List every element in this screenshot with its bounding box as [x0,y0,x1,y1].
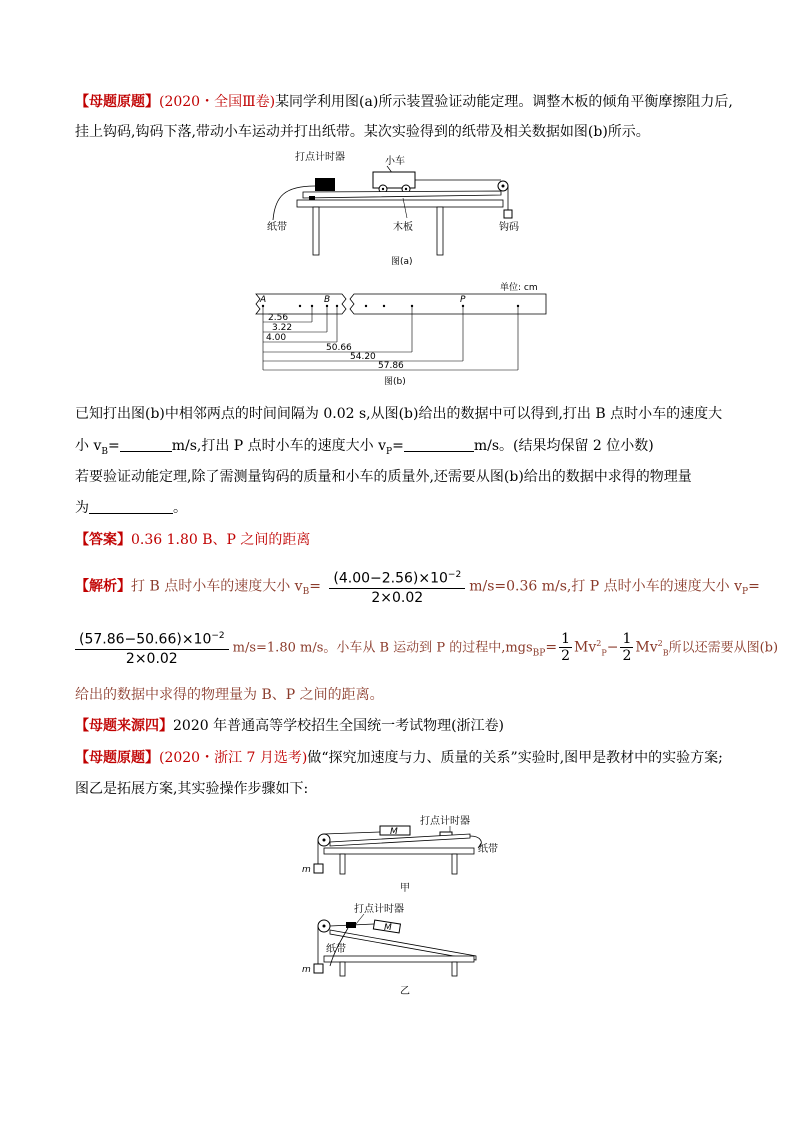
fig-b-unit: 单位: cm [500,283,538,293]
q-text-g: 。 [173,500,187,516]
question-line3: 若要验证动能定理,除了需测量钩码的质量和小车的质量外,还需要从图(b)给出的数据中求得的物理量 [75,469,692,485]
q2-line2: 图乙是拓展方案,其实验操作步骤如下: [75,781,309,797]
analysis-mv2: Mv [635,639,658,656]
fig-a-timer [315,178,335,191]
answer-text: 0.36 1.80 B、P 之间的距离 [131,532,311,548]
q-sub-p: P [386,446,393,457]
fig-b-d4: 50.66 [326,343,352,353]
analysis-t2: m/s=0.36 m/s,打 P 点时小车的速度大小 v [469,578,743,595]
fig-a-tape-label: 纸带 [267,222,287,233]
analysis-line2 [75,626,779,671]
q-sub-b: B [101,446,108,457]
fig-jia-timer-label: 打点计时器 [420,816,470,827]
q1-tag: 【母题原题】 [75,94,159,110]
analysis-t4: m/s=1.80 m/s。小车从 B 运动到 P 的过程中,mgs [232,640,533,656]
frac1-exp: −2 [447,570,462,580]
fig-a-cart-label: 小车 [385,156,405,167]
fig-yi-mass-small: m [302,965,311,975]
velocity-b-fraction [329,566,465,607]
half1-den: 2 [561,648,570,665]
figure-yi [300,902,510,998]
fig-b-d5: 54.20 [350,352,376,362]
q2-source: (2020・浙江 7 月选考) [159,750,308,766]
analysis-mv1: Mv [573,639,597,656]
half2-den: 2 [622,648,632,665]
q1-line1-text: 某同学利用图(a)所示装置验证动能定理。调整木板的倾角平衡摩擦阻力后, [275,94,733,110]
fig-b-d3: 4.00 [266,333,287,343]
fig-b-d2: 3.22 [272,323,293,333]
answer-line [75,530,725,550]
fig-yi-mass-big: M [384,923,392,933]
q2-source-text: 2020 年普通高等学校招生全国统一考试物理(浙江卷) [173,718,505,734]
figure-a [265,148,535,270]
fig-a-weight [504,210,512,218]
velocity-p-fraction [75,627,229,668]
fig-b-point-p: P [460,295,466,305]
half-fraction-1 [559,631,572,664]
q-text-d: = [392,438,404,454]
fig-yi-weight [314,964,323,973]
analysis-sub-b: B [302,587,310,598]
analysis-sub-b2: B [662,648,669,658]
q1-source: (2020・全国Ⅲ卷) [159,94,276,110]
fig-b-tape-right [350,294,546,314]
fig-yi-table [324,956,474,962]
q1-line2: 挂上钩码,钩码下落,带动小车运动并打出纸带。某次实验得到的纸带及相关数据如图(b)所示。 [75,124,650,140]
half2-num: 1 [622,631,632,648]
answer-blank-quantity[interactable] [89,499,173,514]
q-text-b: = [107,438,120,454]
analysis-t5: = [545,639,558,656]
analysis-line3: 给出的数据中求得的物理量为 B、P 之间的距离。 [75,687,384,703]
fig-b-tape-left [256,294,346,314]
half1-num: 1 [561,631,570,648]
fig-a-caption: 图(a) [391,257,413,267]
answer-tag: 【答案】 [75,532,131,548]
analysis-sup1: 2 [596,639,602,648]
q-text-a: 小 v [75,438,102,454]
analysis-sup2: 2 [657,639,663,648]
fig-jia-board [330,834,470,846]
q2-line1-text: 做“探究加速度与力、质量的关系”实验时,图甲是教材中的实验方案; [307,750,723,766]
fig-jia-tape-label: 纸带 [478,844,498,855]
question-line1: 已知打出图(b)中相邻两点的时间间隔为 0.02 s,从图(b)给出的数据中可以得到,打出 B 点时小车的速度大 [75,406,723,422]
analysis-sub-bp: BP [532,648,546,659]
analysis-t7: 所以还需要从图(b) [668,640,779,656]
q2-source-line [75,716,725,736]
frac1-den: 2×0.02 [371,589,424,606]
fig-a-table [297,200,503,207]
question-line2 [75,436,725,462]
analysis-t3: = [748,578,760,595]
figure-b [250,282,550,388]
q2-tag: 【母题原题】 [75,750,159,766]
fig-b-point-a: A [260,295,267,305]
analysis-tag: 【解析】 [75,578,131,595]
frac2-den: 2×0.02 [125,650,178,667]
fig-b-d6: 57.86 [378,361,404,371]
fig-jia-mass-big: M [390,827,398,837]
figure-jia [300,812,510,894]
analysis-eq: = [309,578,321,595]
answer-blank-vp[interactable] [404,437,474,452]
analysis-t6: − [606,639,619,656]
q2-source-tag: 【母题来源四】 [75,718,173,734]
fig-jia-mass-small: m [302,865,311,875]
analysis-line1 [75,566,760,610]
fig-a-timer-label: 打点计时器 [295,152,345,163]
fig-jia-table [324,848,474,854]
fig-a-board [303,191,501,198]
frac2-exp: −2 [211,631,225,642]
question-line4 [75,498,725,518]
fig-yi-board [330,930,476,960]
fig-yi-timer-label: 打点计时器 [354,904,404,915]
q-text-f: 为 [75,500,89,516]
fig-yi-tape-label: 纸带 [326,944,346,955]
frac1-num: (4.00−2.56)×10 [333,570,448,587]
fig-yi-caption: 乙 [400,986,410,997]
half-fraction-2 [620,631,633,664]
fig-a-board-label: 木板 [393,222,413,233]
fig-b-point-b: B [324,295,331,305]
fig-b-caption: 图(b) [384,377,406,387]
analysis-sub-p: P [742,587,749,598]
analysis-t1: 打 B 点时小车的速度大小 v [131,578,303,595]
q-text-e: m/s。(结果均保留 2 位小数) [473,438,654,454]
fig-jia-caption: 甲 [400,883,410,894]
fig-a-weight-label: 钩码 [499,222,519,233]
fig-b-d1: 2.56 [268,313,289,323]
q1-line1 [75,92,733,112]
q2-line1 [75,748,725,768]
answer-blank-vb[interactable] [120,437,172,452]
fig-jia-weight [314,864,323,873]
frac2-num: (57.86−50.66)×10 [79,631,212,648]
q-text-c: m/s,打出 P 点时小车的速度大小 v [171,438,387,454]
analysis-sub-p2: P [601,648,607,658]
